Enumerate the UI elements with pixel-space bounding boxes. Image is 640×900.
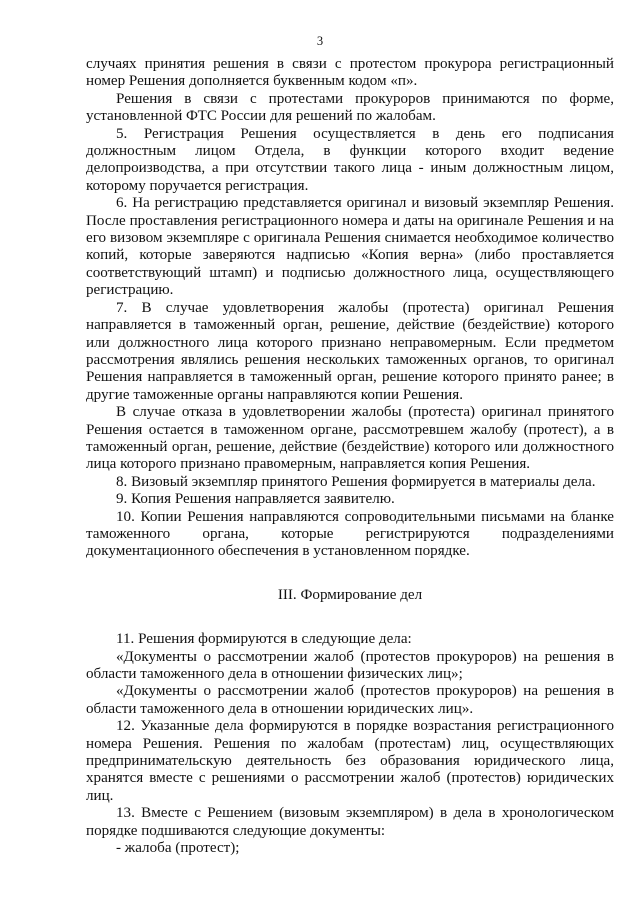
list-item: - жалоба (протест); xyxy=(116,840,240,857)
paragraph-item-10: 10. Копии Решения направляются сопроводительными письмами на бланке таможенного органа, которые регистрируются подразделениями документационного обеспечения в установленном порядке. xyxy=(86,508,614,560)
paragraph-item-6: 6. На регистрацию представляется оригинал и визовый экземпляр Решения. После проставления регистрационного номера и даты на оригинале Решения и на его визовом экземпляре с оригинала Решения снимается необходимое количество копий, которые заверяются надписью «Копия верна» (либо проставляется соответствующий штамп) и подписью должностного лица, осуществляющего регистрацию. xyxy=(86,195,614,299)
paragraph-item-12: 12. Указанные дела формируются в порядке возрастания регистрационного номера Решения. Решения по жалобам (протестам) лиц, осуществляющих предпринимательскую деятельность без образования юридического лица, хранятся вместе с решениями о рассмотрении жалоб (протестов) юридических лиц. xyxy=(86,718,614,804)
paragraph-item-9: 9. Копия Решения направляется заявителю. xyxy=(116,491,395,508)
paragraph-continuation: случаях принятия решения в связи с протестом прокурора регистрационный номер Решения дополняется буквенным кодом «п». xyxy=(86,56,614,90)
document-body xyxy=(86,56,614,857)
section-heading: III. Формирование дел xyxy=(277,586,423,603)
paragraph-item-7: 7. В случае удовлетворения жалобы (протеста) оригинал Решения направляется в таможенный орган, решение, действие (бездействие) которого или должностного лица которого признано неправомерным. Если предметом рассмотрения являлись решения нескольких таможенных органов, то оригинал Решения направляется в таможенный орган, решение которого принято ранее; в другие таможенные органы направляются копии Решения. xyxy=(86,299,614,403)
paragraph-item-13: 13. Вместе с Решением (визовым экземпляром) в дела в хронологическом порядке подшиваются следующие документы: xyxy=(86,805,614,839)
paragraph: В случае отказа в удовлетворении жалобы (протеста) оригинал принятого Решения остается в таможенном органе, рассмотревшем жалобу (протест), а в таможенный орган, решение, действие (бездействие) которого или должностного лица которого признано правомерным, направляется копия Решения. xyxy=(86,404,614,473)
case-title-physical-persons: «Документы о рассмотрении жалоб (протестов прокуроров) на решения в области таможенного дела в отношении физических лиц»; xyxy=(86,648,614,682)
case-title-legal-entities: «Документы о рассмотрении жалоб (протестов прокуроров) на решения в области таможенного дела в отношении юридических лиц». xyxy=(86,683,614,717)
paragraph-item-11: 11. Решения формируются в следующие дела: xyxy=(116,631,412,648)
paragraph: Решения в связи с протестами прокуроров принимаются по форме, установленной ФТС России для решений по жалобам. xyxy=(86,90,614,125)
paragraph-item-8: 8. Визовый экземпляр принятого Решения формируется в материалы дела. xyxy=(116,473,596,490)
paragraph-item-5: 5. Регистрация Решения осуществляется в день его подписания должностным лицом Отдела, в функции которого входит ведение делопроизводства, а при отсутствии такого лица - иным должностным лицом, которому поручается регистрация. xyxy=(86,125,614,194)
page-number: 3 xyxy=(316,34,324,48)
